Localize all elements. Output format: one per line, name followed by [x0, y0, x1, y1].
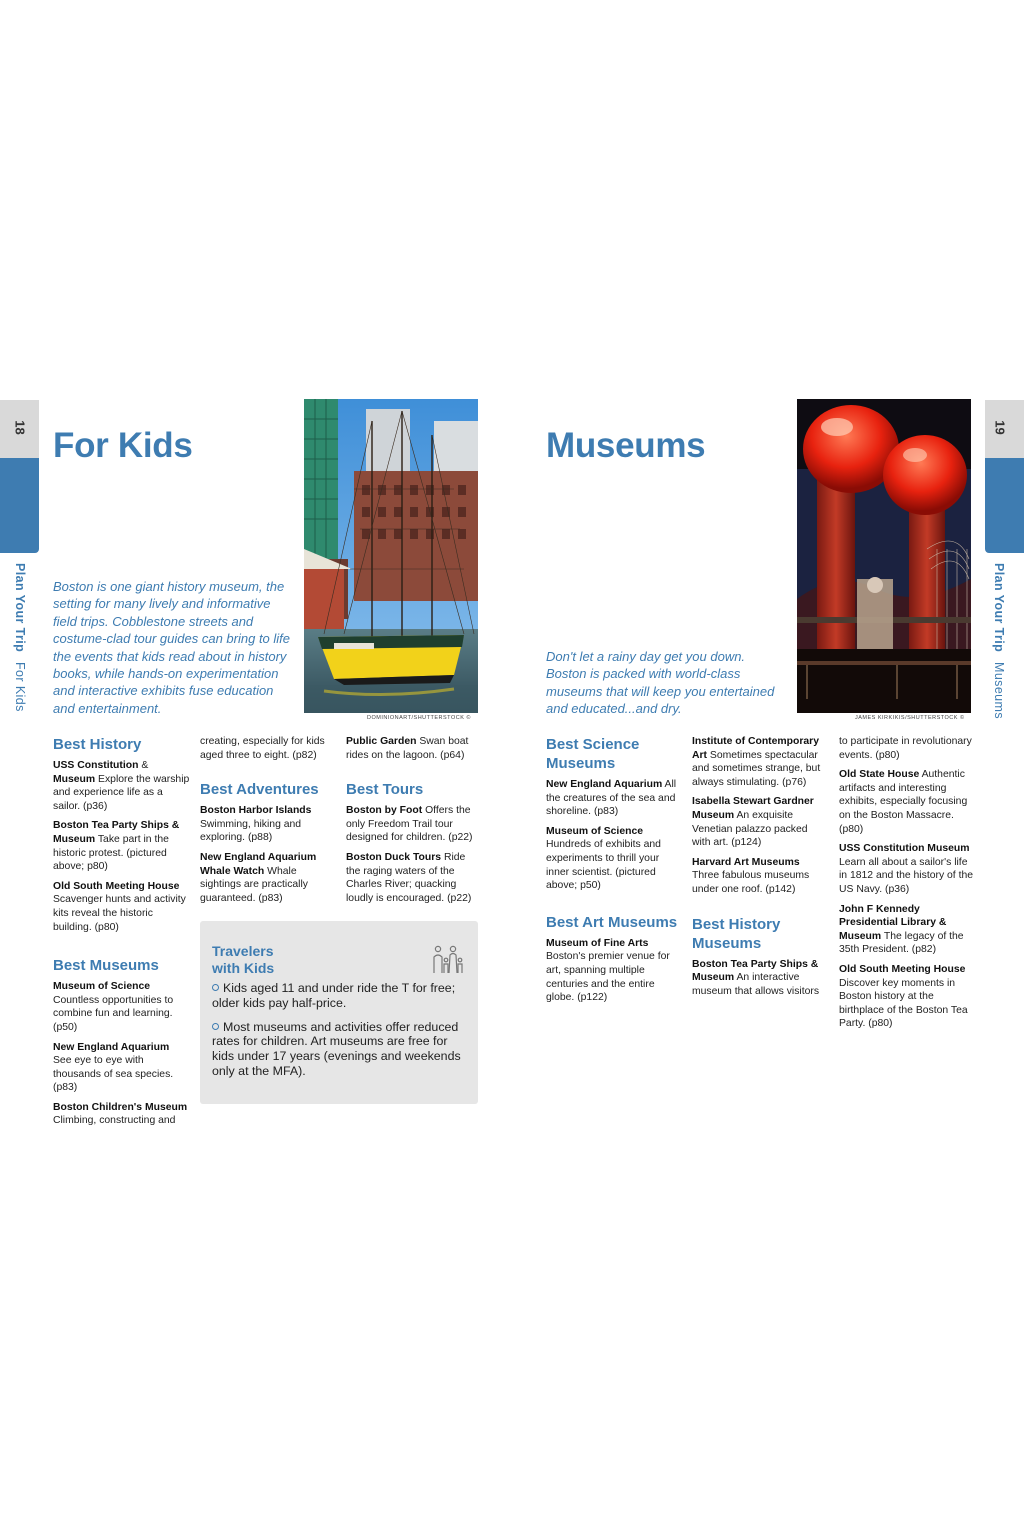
sidebar-travelers-with-kids — [200, 921, 478, 1104]
column-2-right — [692, 735, 828, 1004]
heading-best-museums: Best Museums — [53, 957, 159, 975]
list-item: Boston Children's Museum Climbing, constructing and — [53, 1101, 188, 1127]
chapter-tab-left — [0, 458, 39, 553]
column-1-left — [53, 735, 190, 1134]
page-number-right: 19 — [992, 420, 1008, 435]
column-2-left — [200, 735, 336, 911]
photo-credit-left: DOMINIONART/SHUTTERSTOCK © — [367, 715, 471, 721]
sidebar-item: Kids aged 11 and under ride the T for free; older kids pay half-price. — [212, 981, 456, 1010]
list-item: Harvard Art Museums Three fabulous museums under one roof. (p142) — [692, 856, 810, 895]
heading-best-adventures: Best Adventures — [200, 781, 319, 799]
continued-text: to participate in revolutionary events. (p80) — [839, 736, 972, 761]
list-item: New England Aquarium See eye to eye with thousands of sea species. (p83) — [53, 1041, 174, 1094]
list-item: USS Constitution & Museum Explore the warship and experience life as a sailor. (p36) — [53, 760, 190, 812]
list-item: New England Aquarium All the creatures of the sea and shoreline. (p83) — [546, 779, 677, 818]
running-head-left — [13, 563, 27, 712]
list-item: Museum of Science Hundreds of exhibits and experiments to thrill your inner scientist. (pictured above; p50) — [546, 825, 661, 892]
list-item: Boston Duck Tours Ride the raging waters of the Charles River; quacking loudly is encouraged. (p22) — [346, 851, 472, 904]
page-title-right: Museums — [546, 426, 706, 465]
photo-museum-of-science — [797, 399, 971, 713]
list-item: USS Constitution Museum Learn all about a sailor's life in 1812 and the history of the US Navy. (p36) — [839, 843, 974, 895]
column-3-left — [346, 735, 480, 911]
list-item: Public Garden Swan boat rides on the lagoon. (p64) — [346, 736, 469, 761]
intro-left: Boston is one giant history museum, the setting for many lively and informative field trips. Cobblestone streets and costume-clad tour guides can bring to life the events that kids read about in history books, while hands-on experimentation and interactive exhibits fuse education and entertainment. — [53, 579, 291, 716]
bullet-icon — [212, 1023, 219, 1030]
running-head-section: Plan Your Trip — [992, 563, 1006, 653]
list-item: John F Kennedy Presidential Library & Museum The legacy of the 35th President. (p82) — [839, 903, 964, 956]
running-head-topic: For Kids — [13, 662, 27, 712]
heading-best-tours: Best Tours — [346, 781, 424, 799]
photo-tall-ship — [304, 399, 478, 713]
list-item: Boston Tea Party Ships & Museum An interactive museum that allows visitors — [692, 958, 820, 997]
list-item: Boston by Foot Offers the only Freedom Trail tour designed for children. (p22) — [346, 805, 473, 844]
list-item: Museum of Fine Arts Boston's premier venue for art, spanning multiple centuries and the entire globe. (p122) — [546, 937, 670, 1004]
column-1-right — [546, 735, 682, 1011]
list-item: Isabella Stewart Gardner Museum An exquisite Venetian palazzo packed with art. (p124) — [692, 796, 814, 849]
bullet-icon — [212, 984, 219, 991]
sidebar-heading: Travelers with Kids — [212, 943, 275, 976]
running-head-section: Plan Your Trip — [13, 563, 27, 653]
heading-best-history: Best History — [53, 736, 142, 753]
sidebar-item: Most museums and activities offer reduced rates for children. Art museums are free for kids under 17 years (evenings and weekends only at the MFA). — [212, 1019, 461, 1078]
page-title-left: For Kids — [53, 426, 193, 465]
list-item: Old South Meeting House Scavenger hunts and activity kits reveal the historic building. (p80) — [53, 880, 186, 933]
running-head-right — [992, 563, 1006, 719]
heading-best-history-museums: Best History Museums — [692, 915, 781, 952]
page-number-left: 18 — [12, 420, 28, 435]
chapter-tab-right — [985, 458, 1024, 553]
list-item: Boston Tea Party Ships & Museum Take part in the historic protest. (pictured above; p80) — [53, 820, 180, 873]
list-item: Institute of Contemporary Art Sometimes spectacular and sometimes strange, but always stimulating. (p76) — [692, 736, 821, 788]
list-item: Boston Harbor Islands Swimming, hiking and exploring. (p88) — [200, 805, 312, 844]
list-item: Old South Meeting House Discover key moments in Boston history at the birthplace of the Boston Tea Party. (p80) — [839, 963, 968, 1030]
family-icon — [432, 945, 464, 975]
running-head-topic: Museums — [992, 662, 1006, 720]
column-3-right — [839, 735, 975, 1037]
list-item: Museum of Science Countless opportunities to combine fun and learning. (p50) — [53, 981, 174, 1033]
heading-best-science-museums: Best Science Museums — [546, 736, 640, 772]
heading-best-art-museums: Best Art Museums — [546, 913, 678, 931]
intro-right: Don't let a rainy day get you down. Boston is packed with world-class museums that will keep you entertained and educated...and dry. — [546, 649, 775, 717]
sidebar-list — [212, 981, 468, 1088]
list-item: New England Aquarium Whale Watch Whale sightings are practically guaranteed. (p83) — [200, 851, 317, 904]
list-item: Old State House Authentic artifacts and interesting exhibits, especially focusing on the Boston Massacre. (p80) — [839, 769, 968, 835]
continued-text: creating, especially for kids aged three to eight. (p82) — [200, 736, 325, 761]
photo-credit-right: JAMES KIRKIKIS/SHUTTERSTOCK © — [855, 715, 965, 721]
